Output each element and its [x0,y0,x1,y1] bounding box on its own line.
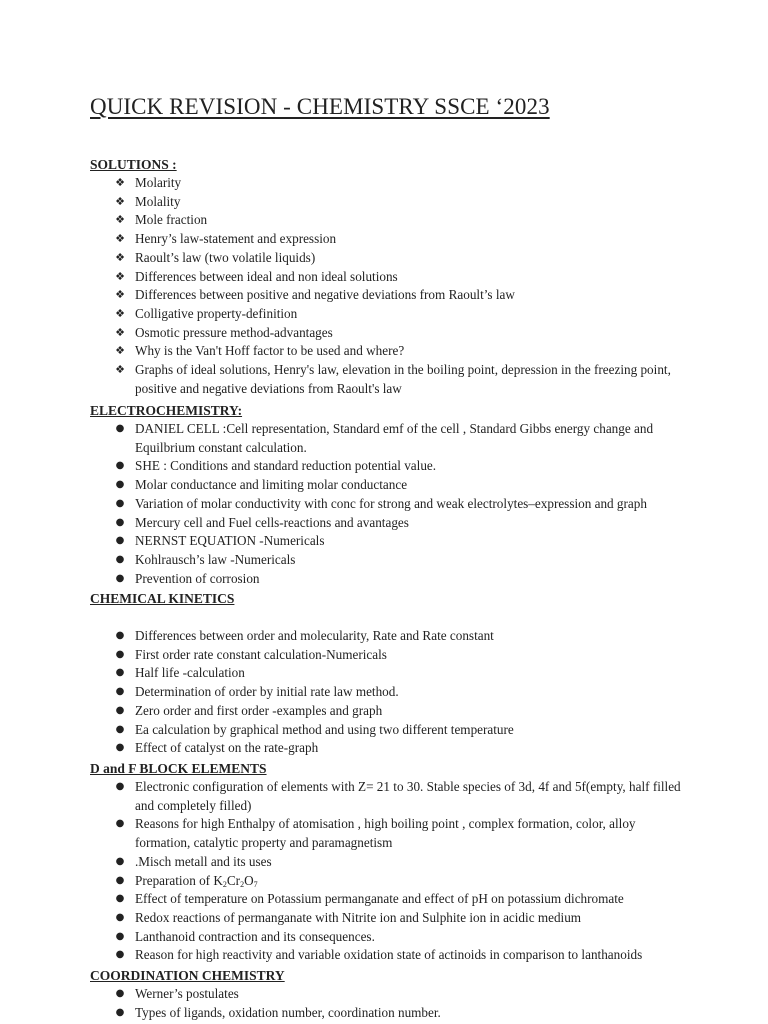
list-item [90,193,690,212]
electrochemistry-list [90,420,690,588]
section-heading-solutions: SOLUTIONS : [90,157,177,172]
diamond-bullet-icon: ❖ [115,232,125,246]
list-item-text: Redox reactions of permanganate with Nitrite ion and Sulphite ion in acidic medium [135,909,582,925]
list-item-text: Zero order and first order -examples and graph [135,702,383,718]
list-item-text: Mole fraction [135,212,208,228]
section-d-f-block [90,760,690,965]
list-item-text: Molality [135,193,181,209]
list-item-text: Kohlrausch’s law -Numericals [135,551,296,567]
dot-bullet-icon: ● [115,723,125,735]
list-item-formula [90,872,690,891]
list-item [90,853,690,872]
list-item [90,495,690,514]
list-item [90,683,690,702]
list-item-text: Types of ligands, oxidation number, coordination number. [135,1004,441,1020]
list-item [90,342,690,361]
section-solutions [90,156,690,398]
section-heading-coordination: COORDINATION CHEMISTRY [90,968,285,983]
list-item [90,646,690,665]
list-item [90,815,690,852]
list-item-text: .Misch metall and its uses [135,853,272,869]
section-heading-electrochemistry: ELECTROCHEMISTRY: [90,403,243,418]
list-item-text: Prevention of corrosion [135,570,260,586]
page-title: QUICK REVISION - CHEMISTRY SSCE ‘2023 [90,94,550,119]
formula-prefix: Preparation of K [135,872,223,888]
dot-bullet-icon: ● [115,423,125,434]
list-item-text: Raoult’s law (two volatile liquids) [135,249,316,265]
diamond-bullet-icon: ❖ [115,213,125,227]
solutions-list [90,174,690,398]
list-item-text: NERNST EQUATION -Numericals [135,533,325,549]
list-item-text: Differences between positive and negative deviations from Raoult’s law [135,287,515,303]
kinetics-list [90,627,690,758]
formula-element: Cr [226,872,241,888]
list-item [90,305,690,324]
dot-bullet-icon: ● [115,686,125,698]
dot-bullet-icon: ● [115,893,125,905]
list-item [90,1004,690,1023]
diamond-bullet-icon: ❖ [115,250,125,264]
list-item [90,420,690,457]
list-item-text: Why is the Van't Hoff factor to be used and where? [135,343,405,359]
list-item [90,739,690,758]
dot-bullet-icon: ● [115,949,125,961]
list-item [90,627,690,646]
dot-bullet-icon: ● [115,1006,125,1018]
diamond-bullet-icon: ❖ [115,269,125,283]
list-item [90,457,690,476]
list-item-text: Osmotic pressure method-advantages [135,324,333,340]
formula-subscript: 2 [240,879,245,889]
diamond-bullet-icon: ❖ [115,194,125,208]
dot-bullet-icon: ● [115,572,125,584]
dot-bullet-icon: ● [115,781,125,792]
list-item [90,268,690,287]
dot-bullet-icon: ● [115,855,125,867]
list-item-text: Determination of order by initial rate law method. [135,684,399,700]
dot-bullet-icon: ● [115,704,125,716]
dot-bullet-icon: ● [115,911,125,923]
dot-bullet-icon: ● [115,930,125,942]
list-item-text: Molar conductance and limiting molar conductance [135,477,408,493]
section-heading-d-f-block: D and F BLOCK ELEMENTS [90,761,267,776]
list-item-text: Variation of molar conductivity with conc for strong and weak electrolytes–expression and graph [135,495,647,511]
list-item [90,551,690,570]
list-item [90,570,690,589]
list-item-text: Effect of catalyst on the rate-graph [135,740,319,756]
list-item-text: First order rate constant calculation-Numericals [135,646,387,662]
list-item [90,476,690,495]
list-item [90,890,690,909]
diamond-bullet-icon: ❖ [115,344,125,358]
dot-bullet-icon: ● [115,818,125,830]
list-item [90,514,690,533]
list-item [90,664,690,683]
dot-bullet-icon: ● [115,535,125,547]
list-item [90,702,690,721]
list-item [90,211,690,230]
diamond-bullet-icon: ❖ [115,325,125,339]
list-item-text: Effect of temperature on Potassium permanganate and effect of pH on potassium dichromate [135,891,624,907]
list-item-text: Werner’s postulates [135,986,239,1001]
list-item-text: Differences between ideal and non ideal solutions [135,268,398,284]
formula-element: O [244,872,254,888]
list-item-text: Reasons for high Enthalpy of atomisation , high boiling point , complex formation, color, alloy formation, catalytic property and paramagnetism [135,816,636,851]
section-electrochemistry [90,402,690,588]
list-item [90,946,690,965]
diamond-bullet-icon: ❖ [115,176,125,189]
list-item [90,721,690,740]
list-item-text: Electronic configuration of elements with Z= 21 to 30. Stable species of 3d, 4f and 5f(empty, half filled and completely filled) [135,779,681,813]
diamond-bullet-icon: ❖ [115,306,125,320]
list-item-text: Graphs of ideal solutions, Henry's law, elevation in the boiling point, depression in the freezing point, positive and negative deviations from Raoult's law [135,362,671,396]
diamond-bullet-icon: ❖ [115,363,125,377]
coordination-list [90,985,690,1022]
list-item-text: Henry’s law-statement and expression [135,231,337,247]
section-coordination [90,967,690,1022]
list-item [90,985,690,1004]
list-item [90,928,690,947]
list-item-text: Half life -calculation [135,665,245,681]
dot-bullet-icon: ● [115,648,125,660]
section-heading-kinetics: CHEMICAL KINETICS [90,591,235,606]
dot-bullet-icon: ● [115,667,125,679]
dot-bullet-icon: ● [115,516,125,528]
section-kinetics [90,590,690,758]
dot-bullet-icon: ● [115,874,125,886]
dot-bullet-icon: ● [115,460,125,472]
dot-bullet-icon: ● [115,742,125,754]
list-item [90,361,690,398]
dot-bullet-icon: ● [115,479,125,491]
dot-bullet-icon: ● [115,497,125,509]
list-item-text: Ea calculation by graphical method and using two different temperature [135,721,514,737]
list-item-text: DANIEL CELL :Cell representation, Standard emf of the cell , Standard Gibbs energy change and Equilbrium constant calculation. [135,421,654,455]
list-item [90,909,690,928]
formula-subscript: 7 [253,879,258,889]
list-item-text: Reason for high reactivity and variable oxidation state of actinoids in comparison to lanthanoids [135,947,643,963]
list-item [90,249,690,268]
dot-bullet-icon: ● [115,553,125,565]
list-item [90,778,690,815]
d-f-block-list [90,778,690,965]
diamond-bullet-icon: ❖ [115,288,125,302]
dot-bullet-icon: ● [115,988,125,999]
list-item-text: Differences between order and molecularity, Rate and Rate constant [135,628,494,643]
list-item [90,324,690,343]
list-item [90,286,690,305]
list-item-text: Molarity [135,175,182,190]
list-item-text: SHE : Conditions and standard reduction potential value. [135,458,437,474]
list-item [90,230,690,249]
list-item [90,532,690,551]
list-item [90,174,690,193]
formula-subscript: 2 [222,879,227,889]
list-item-text: Lanthanoid contraction and its consequences. [135,928,375,944]
list-item-text: Mercury cell and Fuel cells-reactions and avantages [135,514,409,530]
list-item-text: Colligative property-definition [135,305,298,321]
dot-bullet-icon: ● [115,630,125,641]
